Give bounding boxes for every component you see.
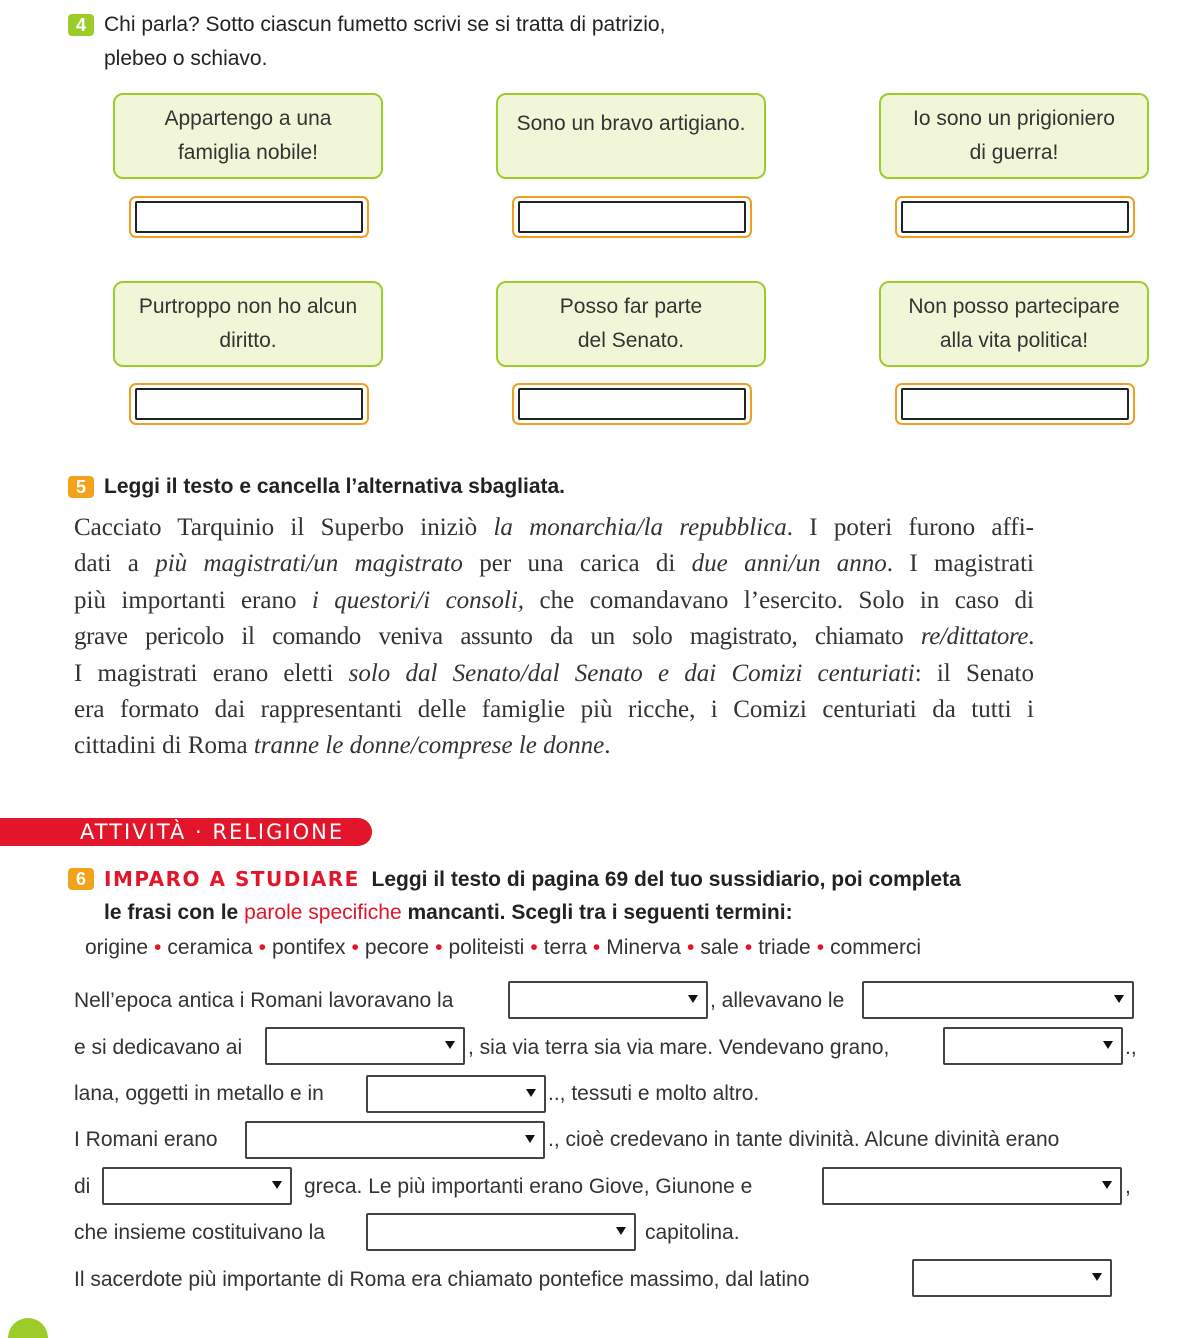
alternative-choice[interactable]: re/dittatore	[920, 623, 1029, 651]
word-bank-term: Minerva	[606, 936, 681, 959]
passage-line: grave pericolo il comando veniva assunto da un solo magistrato, chiamato re/dittatore.	[74, 623, 1034, 651]
blank-dropdown[interactable]	[912, 1259, 1112, 1297]
speech-bubble	[113, 93, 383, 179]
answer-box[interactable]	[895, 196, 1135, 238]
alternative-choice[interactable]: la monarchia/la repubblica	[493, 514, 787, 541]
sentence-text: , sia via terra sia via mare. Vendevano grano,	[468, 1036, 890, 1059]
chevron-down-icon	[525, 1135, 535, 1143]
word-bank-term: origine	[85, 936, 149, 959]
blank-dropdown[interactable]	[508, 981, 708, 1019]
word-bank-term: triade	[758, 936, 811, 959]
chevron-down-icon	[616, 1227, 626, 1235]
alternative-choice[interactable]: i questori/i consoli,	[311, 586, 525, 614]
sentence-text: e si dedicavano ai	[74, 1036, 243, 1059]
answer-box[interactable]	[129, 196, 369, 238]
sentence-text: Nell’epoca antica i Romani lavoravano la	[74, 989, 454, 1012]
sentence-text: lana, oggetti in metallo e in	[74, 1082, 324, 1105]
sentence-text: capitolina.	[645, 1221, 740, 1244]
alternative-choice[interactable]: tranne le donne/comprese le donne	[253, 732, 605, 760]
exercise-5-instruction: Leggi il testo e cancella l’alternativa sbagliata.	[104, 475, 566, 498]
blank-dropdown[interactable]	[822, 1167, 1122, 1205]
passage-line: più importanti erano i questori/i consoli, che comandavano l’esercito. Solo in caso di	[74, 586, 1035, 614]
passage-line: I magistrati erano eletti solo dal Senato/dal Senato e dai Comizi centuriati: il Senato	[74, 659, 1034, 687]
speech-bubble	[879, 93, 1149, 179]
sentence-text: .,	[1125, 1036, 1137, 1059]
passage-line: dati a più magistrati/un magistrato per una carica di due anni/un anno. I magistrati	[74, 550, 1034, 578]
chevron-down-icon	[1092, 1273, 1102, 1281]
word-bank-term: politeisti	[448, 936, 525, 959]
blank-dropdown[interactable]	[245, 1121, 545, 1159]
bubble-line: di guerra!	[969, 141, 1059, 164]
sentence-text: Il sacerdote più importante di Roma era chiamato pontefice massimo, dal latino	[74, 1268, 810, 1291]
decorative-shape	[8, 1318, 48, 1338]
bubble-line: diritto.	[219, 329, 277, 352]
chevron-down-icon	[272, 1181, 282, 1189]
passage-line: cittadini di Roma tranne le donne/comprese le donne.	[74, 732, 611, 760]
sentence-text: di	[74, 1175, 91, 1198]
blank-dropdown[interactable]	[366, 1075, 546, 1113]
blank-dropdown[interactable]	[943, 1027, 1123, 1065]
word-bank: origine • ceramica • pontifex • pecore • politeisti • terra • Minerva • sale • triade • commerci	[85, 936, 922, 959]
word-bank-term: terra	[543, 936, 587, 959]
speech-bubble	[496, 281, 766, 367]
alternative-choice[interactable]: più magistrati/un magistrato	[155, 550, 463, 578]
blank-dropdown[interactable]	[265, 1027, 465, 1065]
bubble-line: alla vita politica!	[939, 329, 1089, 352]
bubble-line: famiglia nobile!	[177, 141, 319, 164]
exercise-number-5: 5	[68, 476, 94, 498]
sentence-text: ., cioè credevano in tante divinità. Alcune divinità erano	[548, 1128, 1060, 1151]
word-bank-term: pecore	[364, 936, 430, 959]
exercise-number-4: 4	[68, 14, 94, 36]
answer-box[interactable]	[129, 383, 369, 425]
sentence-text: , allevavano le	[710, 989, 845, 1012]
bubble-line: del Senato.	[577, 329, 685, 352]
passage-text	[74, 510, 1034, 765]
word-bank-term: sale	[700, 936, 739, 959]
speech-bubble	[496, 93, 766, 179]
word-bank-term: pontifex	[271, 936, 346, 959]
exercise-4-instruction-line1: Chi parla? Sotto ciascun fumetto scrivi se si tratta di patrizio,	[104, 13, 666, 36]
sentence-text: greca. Le più importanti erano Giove, Giunone e	[304, 1175, 753, 1198]
exercise-4-instruction-line2: plebeo o schiavo.	[104, 47, 268, 70]
bubble-line: Appartengo a una	[164, 107, 332, 130]
bubble-line: Posso far parte	[559, 295, 703, 318]
bubble-line: Purtroppo non ho alcun	[138, 295, 358, 318]
specific-words-highlight: parole specifiche	[244, 901, 402, 924]
blank-dropdown[interactable]	[366, 1213, 636, 1251]
sentence-text: .., tessuti e molto altro.	[548, 1082, 760, 1105]
bubble-line: Sono un bravo artigiano.	[516, 112, 746, 135]
passage-line: Cacciato Tarquinio il Superbo iniziò la monarchia/la repubblica. I poteri furono affi-	[74, 514, 1034, 541]
sentence-text: I Romani erano	[74, 1128, 218, 1151]
chevron-down-icon	[445, 1041, 455, 1049]
exercise-6-instruction-line1: IMPARO A STUDIARE Leggi il testo di pagina 69 del tuo sussidiario, poi completa	[104, 867, 961, 891]
blank-dropdown[interactable]	[862, 981, 1134, 1019]
answer-box[interactable]	[512, 383, 752, 425]
blank-dropdown[interactable]	[102, 1167, 292, 1205]
bubble-line: Io sono un prigioniero	[913, 107, 1115, 130]
bubble-line: Non posso partecipare	[908, 295, 1120, 318]
chevron-down-icon	[1102, 1181, 1112, 1189]
passage-line: era formato dai rappresentanti delle famiglie più ricche, i Comizi centuriati da tutti i	[74, 696, 1034, 724]
study-label: IMPARO A STUDIARE	[104, 867, 360, 891]
speech-bubble	[113, 281, 383, 367]
chevron-down-icon	[526, 1089, 536, 1097]
sentence-text: che insieme costituivano la	[74, 1221, 325, 1244]
alternative-choice[interactable]: due anni/un anno	[691, 550, 887, 578]
exercise-6-instruction-line2: le frasi con le parole specifiche mancanti. Scegli tra i seguenti termini:	[104, 901, 793, 924]
speech-bubble	[879, 281, 1149, 367]
chevron-down-icon	[688, 995, 698, 1003]
answer-box[interactable]	[895, 383, 1135, 425]
alternative-choice[interactable]: solo dal Senato/dal Senato e dai Comizi centuriati	[348, 659, 915, 687]
word-bank-term: ceramica	[167, 936, 253, 959]
chevron-down-icon	[1103, 1041, 1113, 1049]
answer-box[interactable]	[512, 196, 752, 238]
word-bank-term: commerci	[830, 936, 922, 959]
chevron-down-icon	[1114, 995, 1124, 1003]
exercise-number-6: 6	[68, 868, 94, 890]
sentence-text: ,	[1125, 1175, 1131, 1198]
section-banner: ATTIVITÀ · RELIGIONE	[0, 818, 372, 846]
